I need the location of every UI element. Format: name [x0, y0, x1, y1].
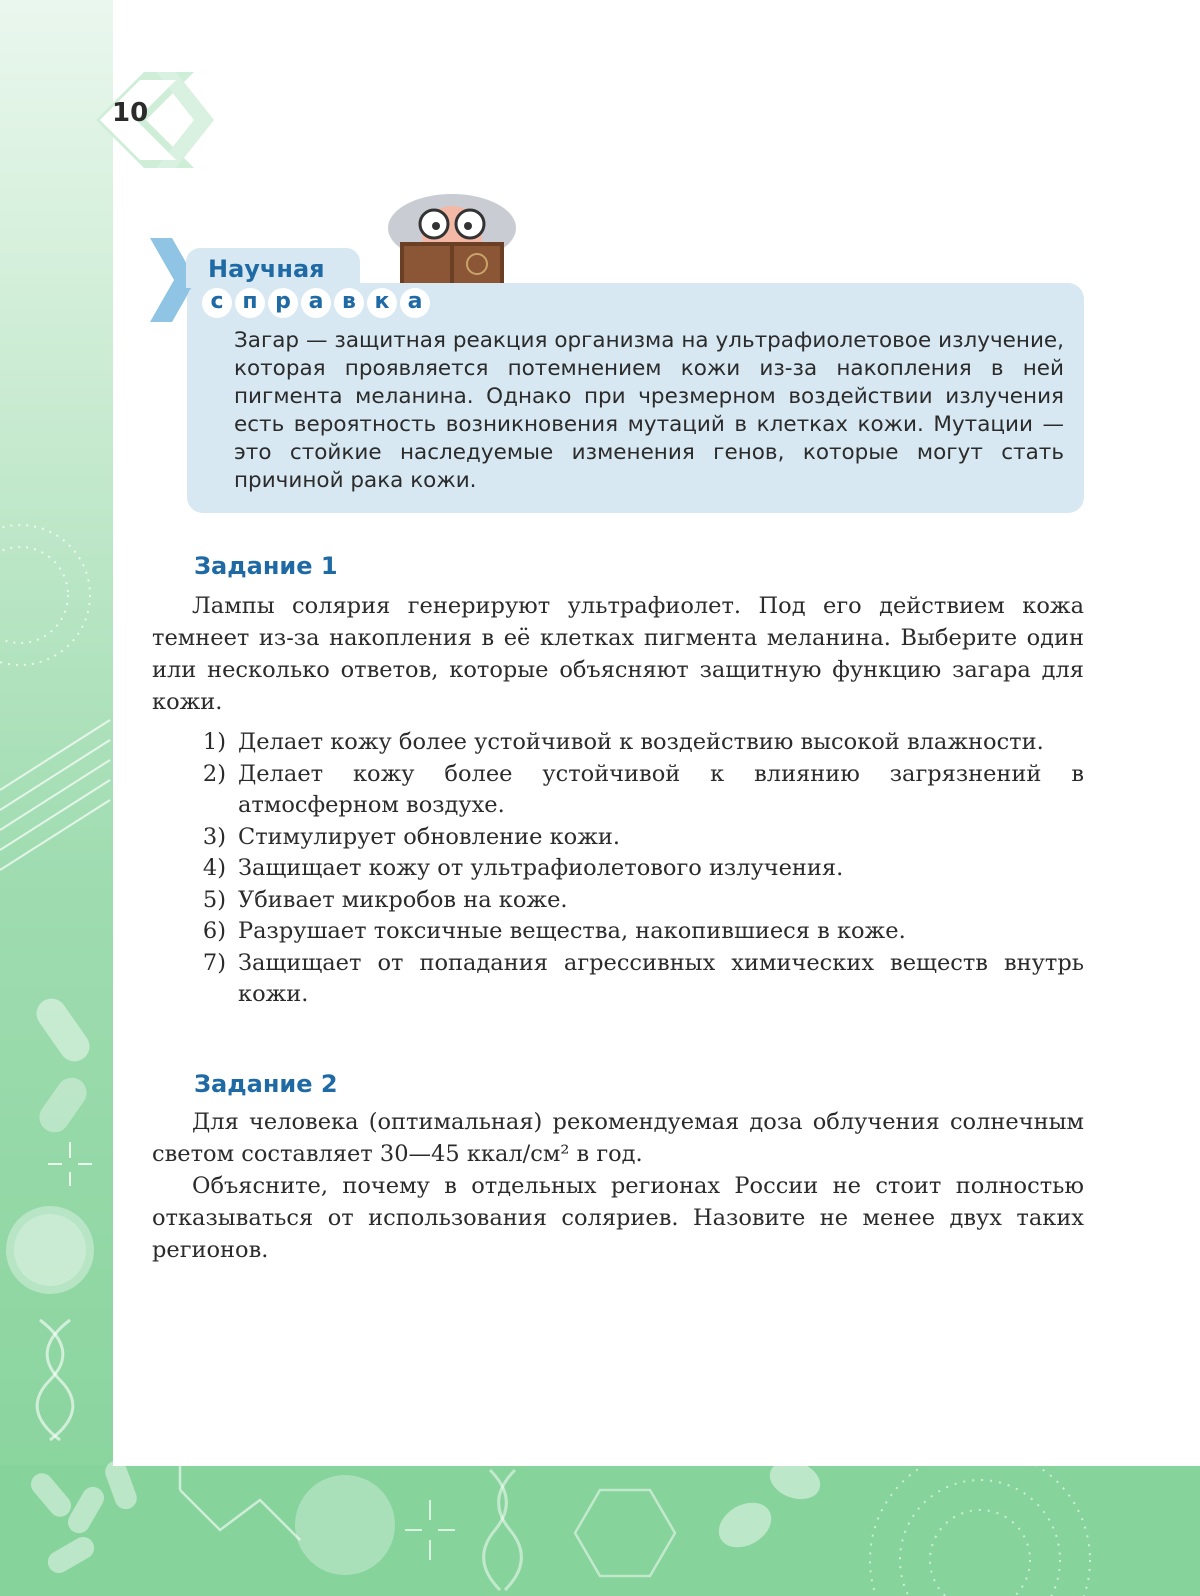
page-number-badge: [96, 72, 226, 168]
task1-intro: [152, 590, 1084, 718]
subtitle-letter: а: [400, 288, 430, 318]
option-number: 2): [202, 760, 226, 787]
option-text: Делает кожу более устойчивой к воздействию высокой влажности.: [238, 729, 1044, 755]
list-item: [152, 727, 1084, 759]
list-item: [152, 885, 1084, 917]
option-number: 6): [202, 918, 226, 944]
option-text: Защищает от попадания агрессивных химических веществ внутрь кожи.: [238, 949, 1084, 1007]
task1-heading: Задание 1: [194, 552, 338, 580]
scientist-mascot-icon: [382, 186, 522, 286]
option-number: 7): [202, 949, 226, 976]
info-box-text: Загар — защитная реакция организма на ультрафиолетовое излучение, которая проявляется потемнением кожи из-за накопления в ней пигмента меланина. Однако при чрезмерном воздействии излучения есть вероятность возникновения мутаций в клетках кожи. Мутации — это стойкие наследуемые изменения генов, которые могут стать причиной рака кожи.: [234, 328, 1064, 493]
option-number: 1): [202, 729, 226, 755]
list-item: [152, 822, 1084, 854]
task1-options-list: [152, 727, 1084, 1011]
task1-intro-text: Лампы солярия генерируют ультрафиолет. Под его действием кожа темнеет из-за накопления в её клетках пигмента меланина. Выберите один или несколько ответов, которые объясняют защитную функцию загара для кожи.: [152, 593, 1084, 715]
task2-paragraph-2: Объясните, почему в отдельных регионах России не стоит полностью отказываться от использования соляриев. Назовите не менее двух таких регионов.: [152, 1173, 1084, 1263]
subtitle-letter: в: [334, 288, 364, 318]
option-number: 4): [202, 855, 226, 881]
subtitle-letter: а: [301, 288, 331, 318]
task2-body: [152, 1106, 1084, 1266]
list-item: [152, 948, 1084, 1011]
subtitle-letter: с: [202, 288, 232, 318]
task2-paragraph-1: Для человека (оптимальная) рекомендуемая доза облучения солнечным светом составляет 30—45 ккал/см² в год.: [152, 1109, 1084, 1167]
page-number: 10: [112, 98, 149, 128]
option-text: Стимулирует обновление кожи.: [238, 823, 621, 850]
list-item: [152, 916, 1084, 948]
option-number: 5): [202, 886, 226, 913]
option-text: Делает кожу более устойчивой к влиянию загрязнений в атмосферном воздухе.: [238, 760, 1084, 818]
task2-heading: Задание 2: [194, 1070, 338, 1098]
subtitle-letter: п: [235, 288, 265, 318]
option-text: Защищает кожу от ультрафиолетового излучения.: [238, 855, 844, 881]
list-item: [152, 759, 1084, 822]
option-number: 3): [202, 823, 226, 850]
subtitle-letter: к: [367, 288, 397, 318]
option-text: Убивает микробов на коже.: [238, 886, 568, 913]
list-item: [152, 853, 1084, 885]
subtitle-letter: р: [268, 288, 298, 318]
option-text: Разрушает токсичные вещества, накопившиеся в коже.: [238, 918, 906, 944]
info-box-title: Научная: [208, 255, 325, 283]
info-box-subtitle: [202, 288, 430, 318]
